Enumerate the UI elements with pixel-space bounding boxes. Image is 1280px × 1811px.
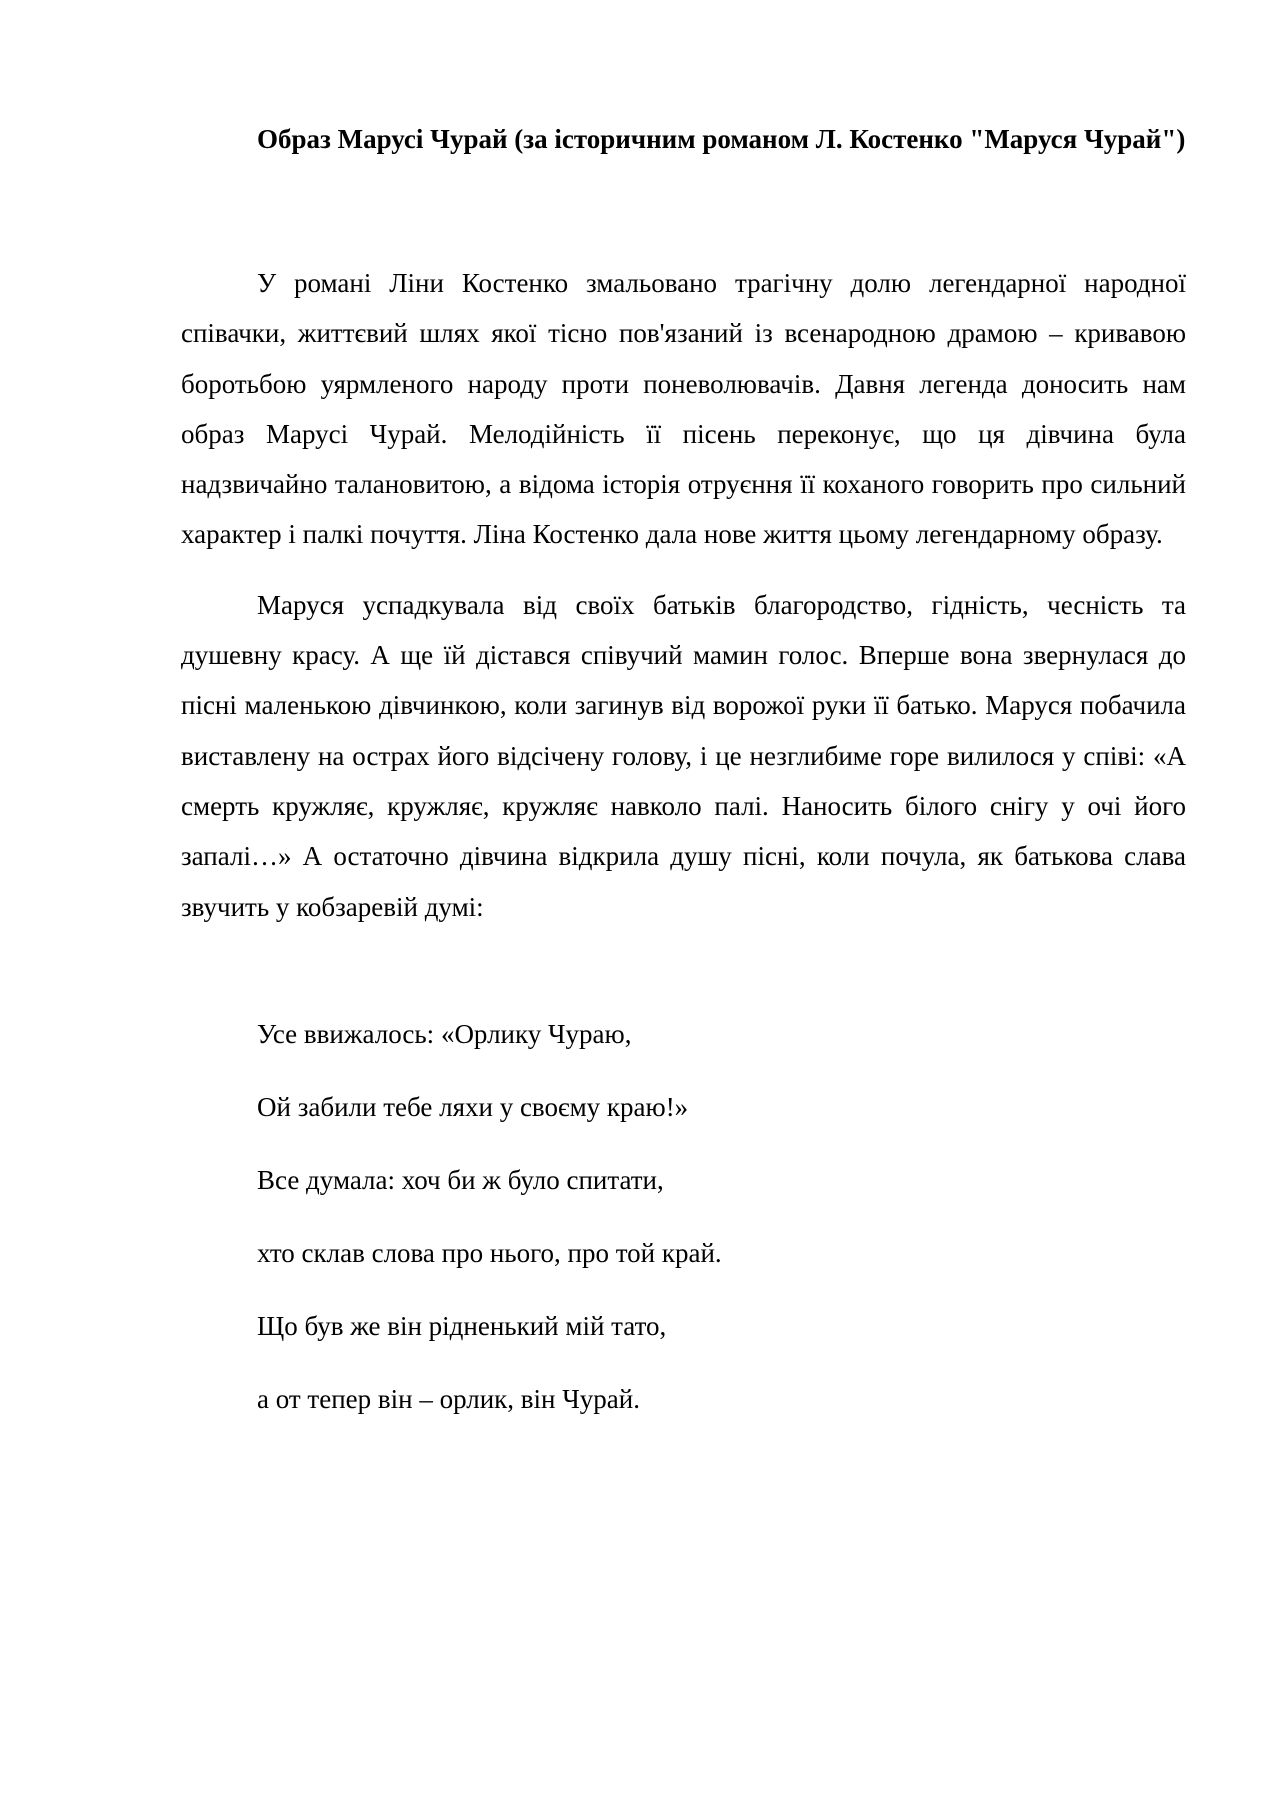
poem-line: Ой забили тебе ляхи у своєму краю!»	[257, 1091, 689, 1122]
poem-line: а от тепер він – орлик, він Чурай.	[257, 1383, 640, 1414]
document-body	[181, 114, 1186, 1454]
poem-line: Що був же він рідненький мій тато,	[257, 1310, 667, 1341]
poem-line: Все думала: хоч би ж було спитати,	[257, 1164, 664, 1195]
poem-quote	[181, 1016, 1186, 1417]
document-title: Образ Марусі Чурай (за історичним романом Л. Костенко "Маруся Чурай")	[257, 124, 1186, 154]
paragraph-intro: У романі Ліни Костенко змальовано трагічну долю легендарної народної співачки, життєвий шлях якої тісно пов'язаний із всенародною драмою – кривавою боротьбою уярмленого народу проти поневолювачів. Давня легенда доносить нам образ Марусі Чурай. Мелодійність її пісень переконує, що ця дівчина була надзвичайно талановитою, а відома історія отруєння її коханого говорить про сильний характер і палкі почуття. Ліна Костенко дала нове життя цьому легендарному образу.	[181, 268, 1186, 550]
poem-line: хто склав слова про нього, про той край.	[257, 1237, 722, 1268]
poem-line: Усе ввижалось: «Орлику Чураю,	[257, 1018, 632, 1049]
paragraph-marusia: Маруся успадкувала від своїх батьків благородство, гідність, чесність та душевну красу. А ще їй дістався співучий мамин голос. Вперше вона звернулася до пісні маленькою дівчинкою, коли загинув від ворожої руки її батько. Маруся побачила виставлену на острах його відсічену голову, і це незглибиме горе вилилося у співі: «А смерть кружляє, кружляє, кружляє навколо палі. Наносить білого снігу у очі його запалі…» А остаточно дівчина відкрила душу пісні, коли почула, як батькова слава звучить у кобзаревій думі:	[181, 589, 1186, 922]
